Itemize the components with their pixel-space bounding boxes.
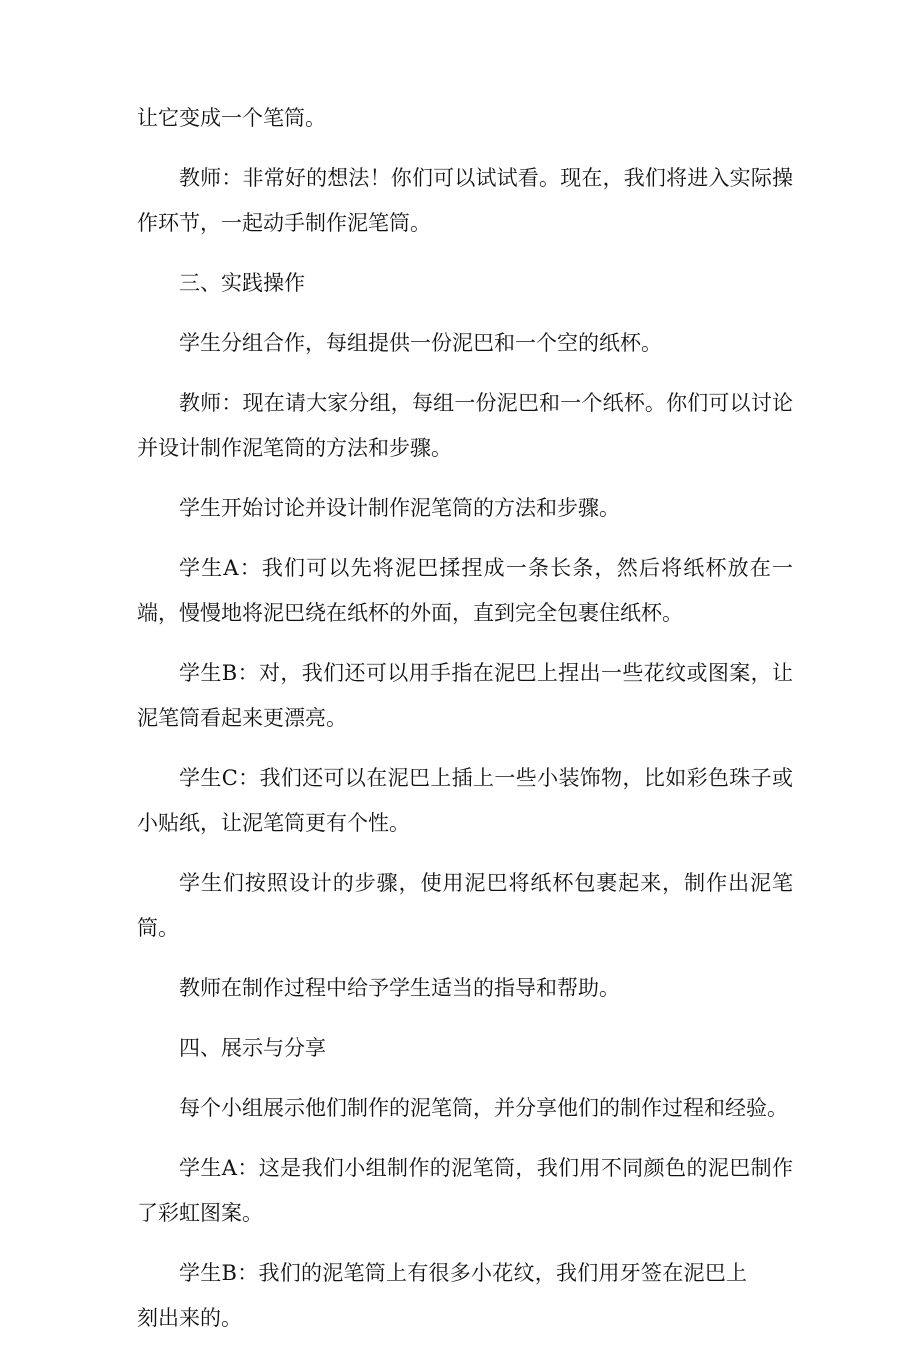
- paragraph-students-discuss: 学生开始讨论并设计制作泥笔筒的方法和步骤。: [179, 496, 620, 520]
- paragraph-teacher-response: 教师：非常好的想法！你们可以试试看。现在，我们将进入实际操作环节，一起动手制作泥笔筒。: [137, 166, 793, 235]
- paragraph-teacher-instruction: 教师：现在请大家分组，每组一份泥巴和一个纸杯。你们可以讨论并设计制作泥笔筒的方法和步骤。: [137, 391, 793, 460]
- paragraph-student-b-share: 学生B：我们的泥笔筒上有很多小花纹，我们用牙签在泥巴上刻出来的。: [137, 1261, 747, 1330]
- paragraph-teacher-guidance: 教师在制作过程中给予学生适当的指导和帮助。: [179, 976, 620, 1000]
- paragraph-student-a-share: 学生A：这是我们小组制作的泥笔筒，我们用不同颜色的泥巴制作了彩虹图案。: [137, 1156, 793, 1225]
- section-heading-practice: 三、实践操作: [179, 271, 305, 295]
- document-body: [137, 96, 793, 1356]
- paragraph-student-c: 学生C：我们还可以在泥巴上插上一些小装饰物，比如彩色珠子或小贴纸，让泥笔筒更有个性。: [137, 766, 793, 835]
- paragraph-student-a: 学生A：我们可以先将泥巴揉捏成一条长条，然后将纸杯放在一端，慢慢地将泥巴绕在纸杯的外面，直到完全包裹住纸杯。: [137, 556, 793, 625]
- paragraph-continuation: 让它变成一个笔筒。: [137, 106, 326, 130]
- section-heading-showcase: 四、展示与分享: [179, 1036, 326, 1060]
- paragraph-student-b: 学生B：对，我们还可以用手指在泥巴上捏出一些花纹或图案，让泥笔筒看起来更漂亮。: [137, 661, 793, 730]
- paragraph-students-make: 学生们按照设计的步骤，使用泥巴将纸杯包裹起来，制作出泥笔筒。: [137, 871, 793, 940]
- paragraph-groups-share: 每个小组展示他们制作的泥笔筒，并分享他们的制作过程和经验。: [179, 1096, 788, 1120]
- paragraph-group-setup: 学生分组合作，每组提供一份泥巴和一个空的纸杯。: [179, 331, 662, 355]
